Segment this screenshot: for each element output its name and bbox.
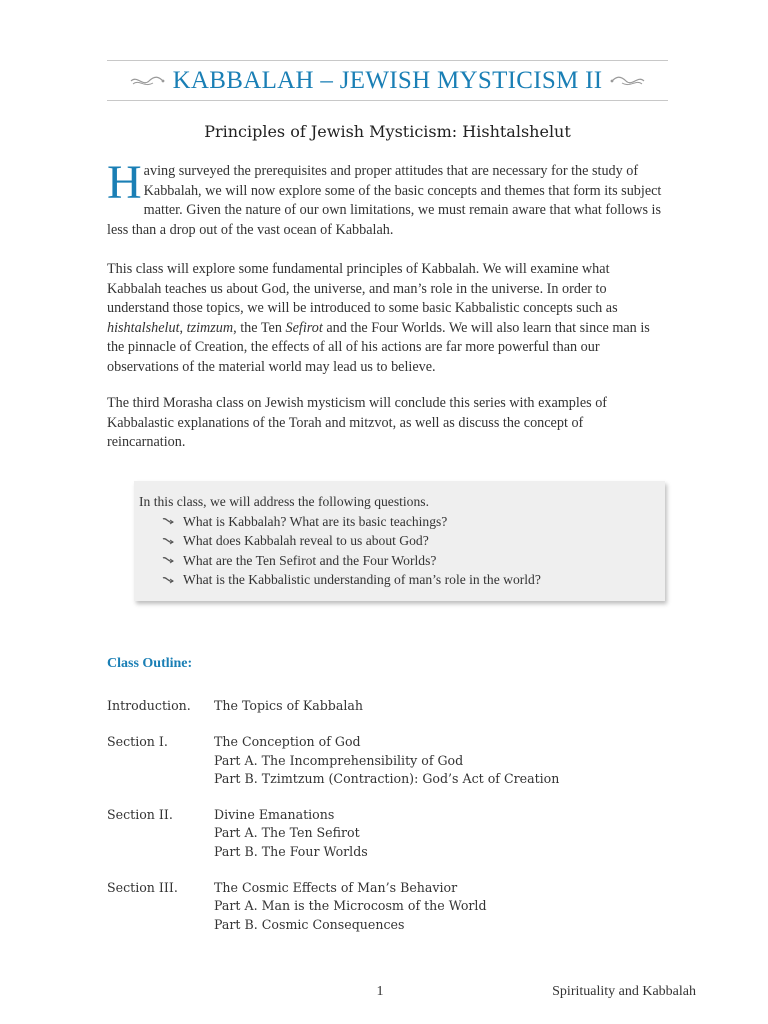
question-text: What is the Kabbalistic understanding of man’s role in the world? — [183, 572, 541, 587]
question-text: What are the Ten Sefirot and the Four Worlds? — [183, 552, 437, 568]
question-text: What is Kabbalah? What are its basic teachings? — [183, 513, 448, 529]
leaf-bullet-icon — [162, 576, 174, 584]
p2-text-a: This class will explore some fundamental principles of Kabbalah. We will examine what Kabbalah teaches us about God, the universe, and man’s role in the universe. In order to understand those topics, we will be introduced to some basic Kabbalistic concepts such as — [107, 261, 618, 316]
outline-label: Section III. — [107, 880, 178, 896]
list-item — [162, 531, 665, 551]
intro-paragraph-3: The third Morasha class on Jewish mysticism will conclude this series with examples of Kabbalastic explanations of the Torah and mitzvot, as well as discuss the concept of reincarnation. — [107, 395, 608, 450]
questions-callout-box — [134, 481, 665, 601]
question-text: What does Kabbalah reveal to us about God? — [183, 533, 429, 548]
list-item — [162, 551, 665, 571]
intro-paragraph-2 — [107, 260, 663, 377]
outline-part: Part A. The Ten Sefirot — [214, 825, 360, 841]
outline-title: Divine Emanations — [214, 807, 335, 823]
outline-row-section-1 — [107, 733, 667, 788]
leaf-bullet-icon — [162, 556, 174, 564]
outline-label: Section II. — [107, 807, 173, 823]
header-rule-top — [107, 60, 668, 61]
outline-label: Introduction. — [107, 698, 191, 713]
leaf-bullet-icon — [162, 537, 174, 545]
callout-intro: In this class, we will address the following questions. — [139, 494, 429, 509]
page-header — [107, 62, 668, 100]
outline-title: The Topics of Kabbalah — [214, 698, 364, 713]
page-subtitle: Principles of Jewish Mysticism: Hishtalshelut — [204, 122, 571, 141]
p2-text-b: , the Ten — [233, 319, 286, 336]
outline-row-introduction — [107, 697, 667, 715]
list-item — [162, 570, 665, 590]
outline-section-2-items — [214, 806, 368, 861]
outline-part: Part A. Man is the Microcosm of the World — [214, 898, 487, 914]
intro-paragraph-1 — [107, 156, 663, 240]
header-title: KABBALAH – JEWISH MYSTICISM II — [172, 67, 603, 94]
leaf-bullet-icon — [162, 517, 174, 525]
term-tzimzum: tzimzum — [186, 319, 234, 336]
class-outline — [107, 697, 667, 934]
outline-section-1-items — [214, 733, 559, 788]
right-flourish-icon — [610, 73, 646, 89]
outline-row-section-3 — [107, 879, 667, 934]
outline-part: Part B. Cosmic Consequences — [214, 916, 405, 932]
footer-title: Spirituality and Kabbalah — [552, 984, 696, 999]
outline-section-3-items — [214, 879, 487, 934]
outline-title: The Cosmic Effects of Man’s Behavior — [214, 880, 458, 896]
outline-title: The Conception of God — [214, 734, 361, 750]
header-rule-bottom — [107, 100, 668, 101]
class-outline-heading: Class Outline: — [107, 656, 193, 671]
list-item — [162, 512, 665, 532]
outline-part: Part B. Tzimtzum (Contraction): God’s Act of Creation — [214, 770, 560, 786]
term-hishtalshelut: hishtalshelut — [107, 319, 180, 336]
outline-row-section-2 — [107, 806, 667, 861]
p2-comma: , — [179, 319, 187, 336]
page-number: 1 — [376, 984, 384, 999]
questions-list — [139, 512, 665, 590]
outline-part: Part A. The Incomprehensibility of God — [214, 752, 464, 768]
outline-label: Section I. — [107, 734, 168, 750]
term-sefirot: Sefirot — [285, 319, 323, 336]
left-flourish-icon — [129, 73, 165, 89]
outline-part: Part B. The Four Worlds — [214, 843, 368, 859]
p2-text-c: and the Four Worlds. We will also learn that since man is the pinnacle of Creation, the effects of all of his actions are far more powerful than our observations of the material world may lead us to believe. — [107, 319, 650, 375]
drop-cap: H — [107, 156, 142, 209]
intro-paragraph-1-text: aving surveyed the prerequisites and proper attitudes that are necessary for the study of Kabbalah, we will now explore some of the basic concepts and themes that form its subject matter. Given the nature of our own limitations, we must remain aware that what follows is less than a drop out of the vast ocean of Kabbalah. — [107, 163, 662, 238]
